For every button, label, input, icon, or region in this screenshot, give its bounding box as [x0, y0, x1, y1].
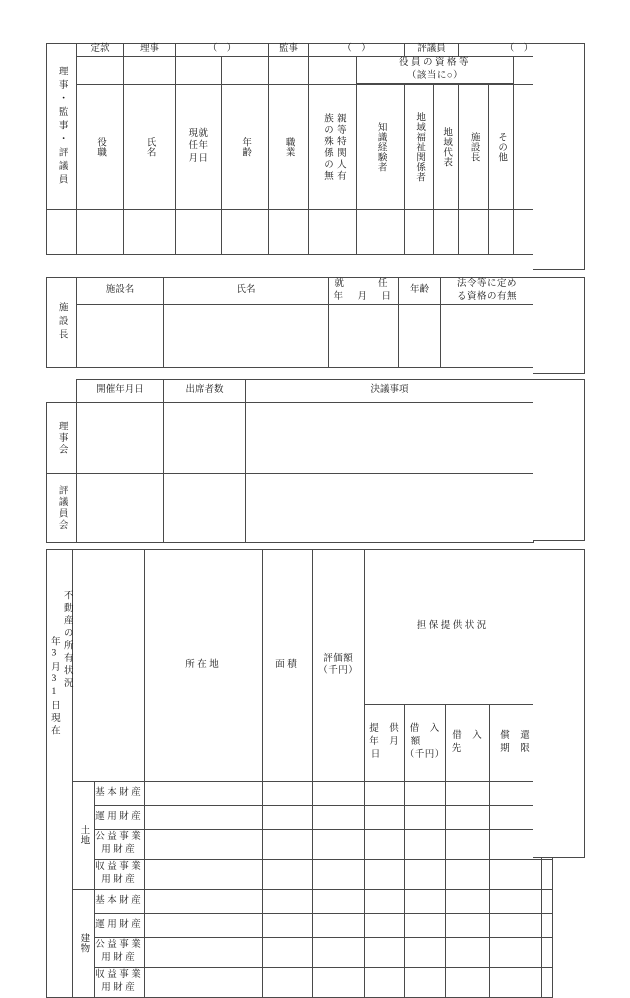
- col-post: [77, 56, 124, 84]
- meetings-row-board: [47, 403, 534, 474]
- meetings-table: [46, 379, 534, 543]
- entry-cell[interactable]: [364, 805, 404, 829]
- property-row-label-operating: 運用財産: [94, 805, 144, 829]
- entry-cell[interactable]: [489, 967, 541, 997]
- header-special-relation: 親等特関人有 族の殊係の無: [309, 84, 357, 209]
- entry-cell[interactable]: [144, 859, 262, 889]
- cell-riji-label: 理事: [124, 44, 176, 57]
- meetings-header-row: [47, 380, 534, 403]
- entry-cell[interactable]: [445, 829, 489, 859]
- entry-cell[interactable]: [445, 937, 489, 967]
- entry-cell[interactable]: [124, 209, 176, 254]
- header-location: 所在地: [144, 550, 262, 782]
- property-row: [47, 967, 553, 997]
- property-row: [47, 937, 553, 967]
- col-attendance: [514, 56, 534, 84]
- entry-cell[interactable]: [541, 937, 552, 967]
- col-relation: [309, 56, 357, 84]
- property-group-label-building: 建物: [72, 889, 94, 997]
- header-qual-welfare: 地域福祉関係者: [405, 84, 434, 209]
- entry-cell[interactable]: [445, 913, 489, 937]
- entry-cell[interactable]: [404, 913, 445, 937]
- entry-cell[interactable]: [312, 967, 364, 997]
- entry-cell[interactable]: [312, 937, 364, 967]
- entry-cell[interactable]: [164, 474, 246, 543]
- entry-cell[interactable]: [445, 967, 489, 997]
- property-row: [47, 781, 553, 805]
- property-group-header-row: [47, 550, 553, 705]
- entry-cell[interactable]: [364, 889, 404, 913]
- col-age: [222, 56, 269, 84]
- entry-cell[interactable]: [312, 913, 364, 937]
- entry-cell[interactable]: [47, 209, 77, 254]
- group-qualification: 役員の資格等 （該当に○）: [357, 56, 514, 83]
- entry-cell[interactable]: [262, 967, 312, 997]
- entry-cell[interactable]: [541, 889, 552, 913]
- director-entry-row: [47, 304, 534, 367]
- header-qual-facility-head: 施設長: [459, 84, 489, 209]
- meetings-label-council: 評議員会: [47, 474, 77, 543]
- entry-cell[interactable]: [262, 859, 312, 889]
- entry-cell[interactable]: [77, 304, 164, 367]
- entry-cell[interactable]: [364, 937, 404, 967]
- entry-cell[interactable]: [489, 889, 541, 913]
- property-row: [47, 913, 553, 937]
- cell-kanji-count[interactable]: （ ）: [309, 44, 405, 57]
- header-age: 年齢: [222, 84, 269, 209]
- entry-cell[interactable]: [222, 209, 269, 254]
- entry-cell[interactable]: [404, 937, 445, 967]
- entry-cell[interactable]: [399, 304, 441, 367]
- entry-cell[interactable]: [262, 913, 312, 937]
- director-header-row: [47, 278, 534, 305]
- entry-cell[interactable]: [77, 209, 124, 254]
- col-name: [124, 56, 176, 84]
- entry-cell[interactable]: [77, 474, 164, 543]
- entry-cell[interactable]: [364, 781, 404, 805]
- entry-cell[interactable]: [144, 937, 262, 967]
- facility-director-table: [46, 277, 534, 368]
- header-qual-knowledge: 知識経験者: [357, 84, 405, 209]
- header-resolutions: 決議事項: [246, 380, 534, 403]
- cell-riji-count[interactable]: （ ）: [176, 44, 269, 57]
- property-row-label-basic: 基本財産: [94, 889, 144, 913]
- entry-cell[interactable]: [445, 859, 489, 889]
- entry-cell[interactable]: [262, 829, 312, 859]
- entry-cell[interactable]: [269, 209, 309, 254]
- entry-cell[interactable]: [404, 829, 445, 859]
- cell-kanji-label: 監事: [269, 44, 309, 57]
- header-area: 面積: [262, 550, 312, 782]
- entry-cell[interactable]: [541, 967, 552, 997]
- header-lender: 借 入 先: [445, 704, 489, 781]
- cell-teikan-label: 定款: [77, 44, 124, 57]
- property-row-label-public: 公益事業 用財産: [94, 829, 144, 859]
- entry-cell[interactable]: [312, 781, 364, 805]
- col-appointed: [176, 56, 222, 84]
- entry-cell[interactable]: [405, 209, 434, 254]
- entry-cell[interactable]: [246, 403, 534, 474]
- entry-cell[interactable]: [77, 403, 164, 474]
- cell-hyogiin-count[interactable]: （ ）: [459, 44, 580, 57]
- officers-column-header-row: [47, 84, 580, 209]
- entry-cell[interactable]: [441, 304, 534, 367]
- entry-cell[interactable]: [312, 889, 364, 913]
- header-appointed-date: 現就 任年 月日: [176, 84, 222, 209]
- director-right-margin-cell[interactable]: [533, 277, 585, 374]
- header-repayment: 償 還 期 限: [489, 704, 541, 781]
- entry-cell[interactable]: [489, 859, 541, 889]
- header-person-name: 氏名: [164, 278, 329, 305]
- officers-right-margin-cell[interactable]: [533, 43, 585, 270]
- entry-cell[interactable]: [144, 967, 262, 997]
- entry-cell[interactable]: [445, 781, 489, 805]
- officers-row-label: 理事・監事・評議員: [47, 44, 77, 210]
- property-row-label-operating: 運用財産: [94, 913, 144, 937]
- entry-cell[interactable]: [262, 805, 312, 829]
- property-row-label-public: 公益事業 用財産: [94, 937, 144, 967]
- header-name: 氏名: [124, 84, 176, 209]
- entry-cell[interactable]: [144, 781, 262, 805]
- meetings-label-board: 理事会: [47, 403, 77, 474]
- property-category-header: [72, 550, 144, 782]
- property-row-label-profit: 収益事業 用財産: [94, 967, 144, 997]
- header-attendees: 出席者数: [164, 380, 246, 403]
- header-qual-other: その他: [489, 84, 514, 209]
- entry-cell[interactable]: [364, 859, 404, 889]
- entry-cell[interactable]: [144, 805, 262, 829]
- entry-cell[interactable]: [489, 209, 514, 254]
- entry-cell[interactable]: [489, 937, 541, 967]
- property-table: [46, 549, 553, 998]
- entry-cell[interactable]: [364, 967, 404, 997]
- entry-cell[interactable]: [445, 889, 489, 913]
- entry-cell[interactable]: [329, 304, 399, 367]
- property-row: [47, 829, 553, 859]
- meetings-row-council: [47, 474, 534, 543]
- entry-cell[interactable]: [404, 889, 445, 913]
- entry-cell[interactable]: [309, 209, 357, 254]
- officers-count-row: [47, 44, 580, 57]
- cell-hyogiin-label: 評議員: [405, 44, 459, 57]
- entry-cell[interactable]: [144, 913, 262, 937]
- entry-cell[interactable]: [262, 937, 312, 967]
- header-offer-date: 提 供 年 月 日: [364, 704, 404, 781]
- entry-cell[interactable]: [434, 209, 459, 254]
- group-collateral: 担保提供状況: [364, 550, 541, 705]
- entry-cell[interactable]: [176, 209, 222, 254]
- entry-cell[interactable]: [404, 859, 445, 889]
- property-row: [47, 889, 553, 913]
- entry-cell[interactable]: [364, 913, 404, 937]
- entry-cell[interactable]: [144, 889, 262, 913]
- entry-cell[interactable]: [445, 805, 489, 829]
- property-row-label: 不動産の所有状況 年3月31日現在: [47, 550, 73, 998]
- entry-cell[interactable]: [312, 859, 364, 889]
- header-occupation: 職業: [269, 84, 309, 209]
- header-appointment-date: 就 任 年 月 日: [329, 278, 399, 305]
- entry-cell[interactable]: [312, 805, 364, 829]
- entry-cell[interactable]: [262, 781, 312, 805]
- entry-cell[interactable]: [541, 913, 552, 937]
- entry-cell[interactable]: [364, 829, 404, 859]
- meetings-right-margin-cell[interactable]: [533, 379, 585, 541]
- officers-table: [46, 43, 580, 255]
- entry-cell[interactable]: [404, 781, 445, 805]
- entry-cell[interactable]: [404, 967, 445, 997]
- entry-cell[interactable]: [459, 209, 489, 254]
- header-director-age: 年齢: [399, 278, 441, 305]
- officers-entry-row: [47, 209, 580, 254]
- header-post: 役職: [77, 84, 124, 209]
- property-group-label-land: 土地: [72, 781, 94, 889]
- entry-cell[interactable]: [144, 829, 262, 859]
- entry-cell[interactable]: [246, 474, 534, 543]
- entry-cell[interactable]: [357, 209, 405, 254]
- property-row-label-profit: 収益事業 用財産: [94, 859, 144, 889]
- entry-cell[interactable]: [541, 859, 552, 889]
- entry-cell[interactable]: [489, 913, 541, 937]
- property-row-label-basic: 基本財産: [94, 781, 144, 805]
- entry-cell[interactable]: [164, 403, 246, 474]
- entry-cell[interactable]: [262, 889, 312, 913]
- officers-group-header-row: [47, 56, 580, 83]
- header-qual-community: 地域代表: [434, 84, 459, 209]
- header-license: 法令等に定め る資格の有無: [441, 278, 534, 305]
- entry-cell[interactable]: [164, 304, 329, 367]
- header-facility-name: 施設名: [77, 278, 164, 305]
- header-loan-amount: 借 入 額 （千円）: [404, 704, 445, 781]
- meetings-header-spacer: [47, 380, 77, 403]
- director-row-label: 施設長: [47, 278, 77, 368]
- header-valuation: 評価額 （千円）: [312, 550, 364, 782]
- property-row: [47, 805, 553, 829]
- entry-cell[interactable]: [404, 805, 445, 829]
- entry-cell[interactable]: [312, 829, 364, 859]
- col-occupation: [269, 56, 309, 84]
- header-meeting-date: 開催年月日: [77, 380, 164, 403]
- property-right-margin-cell[interactable]: [533, 549, 585, 858]
- property-row: [47, 859, 553, 889]
